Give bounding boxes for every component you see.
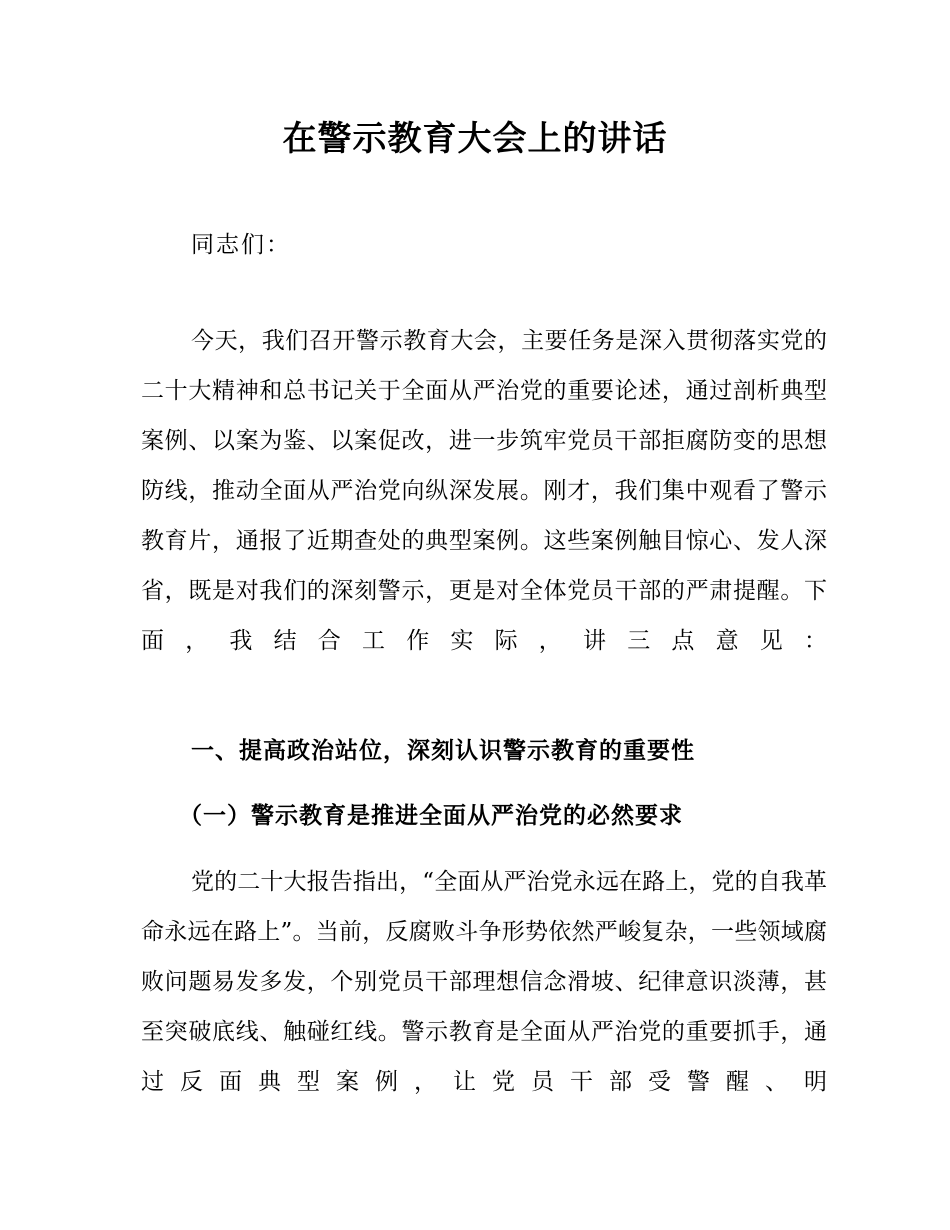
body-paragraph-2: 党的二十大报告指出，“全面从严治党永远在路上，党的自我革命永远在路上”。当前，反腐败斗争形势依然严峻复杂，一些领域腐败问题易发多发，个别党员干部理想信念滑坡、纪律意识淡薄，甚至突破底线、触碰红线。警示教育是全面从严治党的重要抓手，通过反面典型案例，让党员干部受警醒、明 (141, 869, 827, 1095)
section-heading-1: 一、提高政治站位，深刻认识警示教育的重要性 (191, 738, 695, 764)
document-title: 在警示教育大会上的讲话 (282, 119, 668, 159)
subsection-heading-1: （一）警示教育是推进全面从严治党的必然要求 (179, 803, 683, 829)
body-paragraph-1: 今天，我们召开警示教育大会，主要任务是深入贯彻落实党的二十大精神和总书记关于全面从严治党的重要论述，通过剖析典型案例、以案为鉴、以案促改，进一步筑牢党员干部拒腐防变的思想防线，推动全面从严治党向纵深发展。刚才，我们集中观看了警示教育片，通报了近期查处的典型案例。这些案例触目惊心、发人深省，既是对我们的深刻警示，更是对全体党员干部的严肃提醒。下面，我结合工作实际，讲三点意见： (141, 328, 827, 654)
salutation: 同志们： (191, 232, 291, 258)
